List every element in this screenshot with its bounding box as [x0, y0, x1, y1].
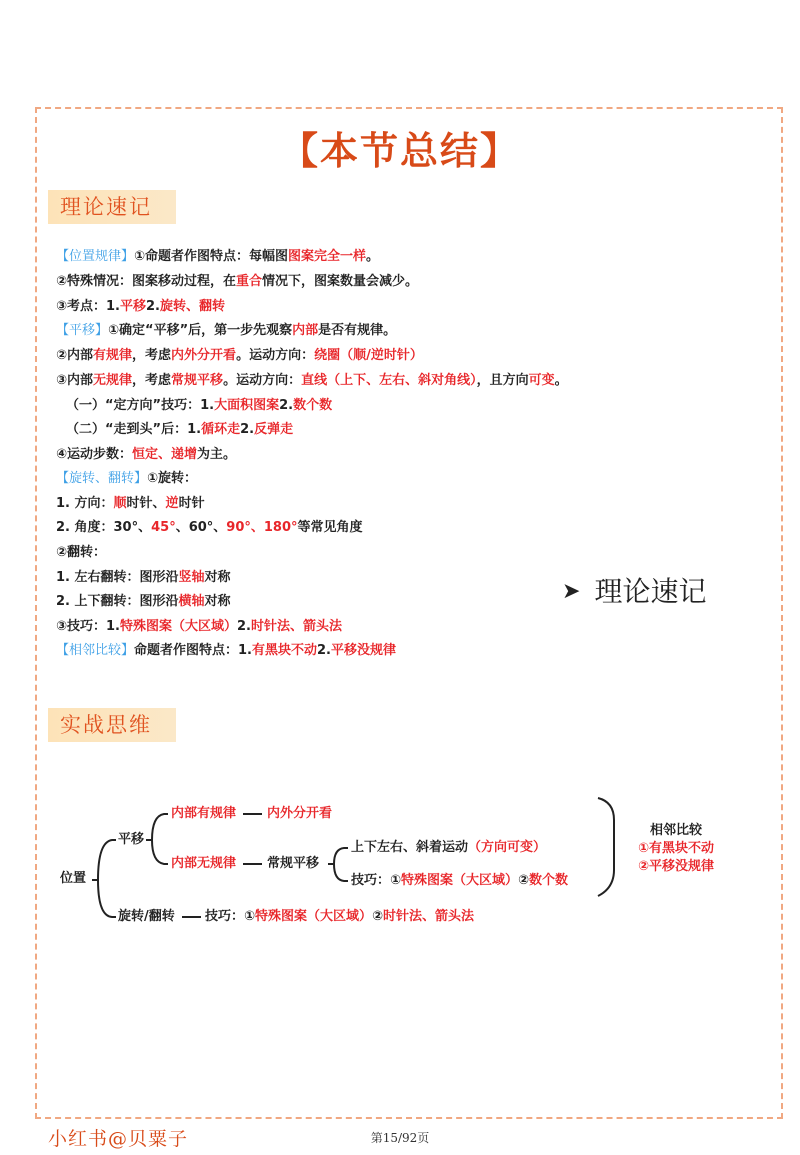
- side-callout: ➤ 理论速记: [562, 575, 707, 608]
- mindmap-node-pingyi: 平移: [118, 832, 145, 847]
- section-heading-practice: 实战思维: [48, 708, 176, 742]
- mindmap-node-normal-move: 常规平移: [267, 856, 320, 871]
- text-line: ③技巧：1.特殊图案（大区域）2.时针法、箭头法: [56, 619, 343, 634]
- page-title: 【本节总结】: [279, 128, 520, 173]
- mindmap-node-inner-regular: 内部有规律: [171, 806, 237, 821]
- text-line: 2. 角度：30°、45°、60°、90°、180°等常见角度: [56, 520, 363, 535]
- mindmap-node-direction: 上下左右、斜着运动（方向可变）: [351, 840, 547, 855]
- mindmap-node-rotate-tips: 技巧：①特殊图案（大区域）②时针法、箭头法: [205, 909, 475, 924]
- text-line: ④运动步数：恒定、递增为主。: [56, 447, 237, 462]
- section-heading-theory: 理论速记: [48, 190, 176, 224]
- text-line: 2. 上下翻转：图形沿横轴对称: [56, 594, 231, 609]
- text-line: 【平移】①确定“平移”后，第一步先观察内部是否有规律。: [56, 323, 397, 338]
- mindmap-adjacent-1: ①有黑块不动: [638, 841, 715, 856]
- text-line: （二）“走到头”后：1.循环走2.反弹走: [66, 422, 294, 437]
- mindmap-adjacent-title: 相邻比较: [650, 823, 703, 838]
- text-line: ②内部有规律，考虑内外分开看。运动方向：绕圈（顺/逆时针）: [56, 348, 423, 363]
- text-line: ③内部无规律，考虑常规平移。运动方向：直线（上下、左右、斜对角线），且方向可变。: [56, 373, 568, 388]
- text-line: 【旋转、翻转】①旋转：: [56, 471, 198, 486]
- mindmap-adjacent-2: ②平移没规律: [638, 859, 715, 874]
- text-line: 1. 左右翻转：图形沿竖轴对称: [56, 570, 231, 585]
- text-line: 【相邻比较】命题者作图特点：1.有黑块不动2.平移没规律: [56, 643, 397, 658]
- mindmap-root: 位置: [60, 871, 87, 886]
- triangle-arrow-icon: ➤: [562, 579, 581, 604]
- footer-author: 小红书@贝粟子: [48, 1128, 189, 1150]
- mindmap-node-inner-irregular: 内部无规律: [171, 856, 237, 871]
- text-line: ②翻转：: [56, 545, 107, 560]
- mindmap-node-rotate: 旋转/翻转: [118, 909, 175, 924]
- text-line: （一）“定方向”技巧：1.大面积图案2.数个数: [66, 398, 333, 413]
- text-line: 【位置规律】①命题者作图特点：每幅图图案完全一样。: [56, 249, 380, 264]
- page-number: 第15/92页: [370, 1131, 430, 1145]
- mindmap-node-tips: 技巧：①特殊图案（大区域）②数个数: [351, 873, 569, 888]
- text-line: ②特殊情况：图案移动过程，在重合情况下，图案数量会减少。: [56, 274, 419, 289]
- mindmap-node-inner-outer: 内外分开看: [267, 806, 333, 821]
- text-line: 1. 方向：顺时针、逆时针: [56, 496, 205, 511]
- text-line: ③考点：1.平移2.旋转、翻转: [56, 299, 226, 314]
